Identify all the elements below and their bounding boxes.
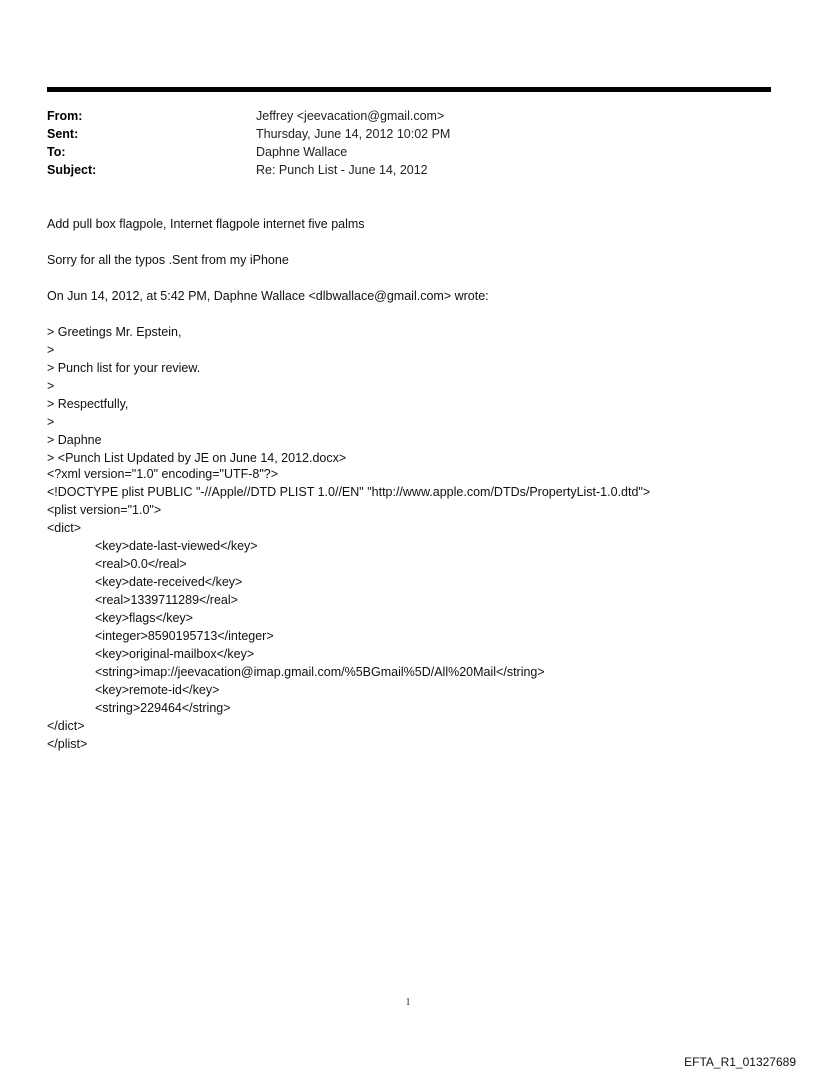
xml-doctype: <!DOCTYPE plist PUBLIC "-//Apple//DTD PLIST 1.0//EN" "http://www.apple.com/DTDs/PropertyList-1.0.dtd"> [47,485,651,499]
quoted-line: > Daphne [47,433,102,447]
from-row [47,107,747,125]
to-label: To: [47,145,66,159]
sent-row [47,125,747,143]
xml-entry: <string>imap://jeevacation@imap.gmail.com/%5BGmail%5D/All%20Mail</string> [95,665,545,679]
email-body [47,215,787,467]
to-value: Daphne Wallace [256,145,348,159]
xml-entry: <real>1339711289</real> [95,593,238,607]
xml-entry: <real>0.0</real> [95,557,187,571]
quoted-line: > Greetings Mr. Epstein, [47,325,182,339]
xml-entry: <key>remote-id</key> [95,683,220,697]
dict-open-tag: <dict> [47,521,82,535]
body-line-1: Add pull box flagpole, Internet flagpole internet five palms [47,217,365,231]
xml-entry: <integer>8590195713</integer> [95,629,274,643]
email-header [47,107,747,179]
xml-entry: <string>229464</string> [95,701,231,715]
quoted-line: > [47,379,55,393]
subject-value: Re: Punch List - June 14, 2012 [256,163,428,177]
xml-entry: <key>original-mailbox</key> [95,647,255,661]
xml-declaration: <?xml version="1.0" encoding="UTF-8"?> [47,467,279,481]
from-label: From: [47,109,83,123]
xml-entry: <key>date-last-viewed</key> [95,539,258,553]
subject-row [47,161,747,179]
from-value: Jeffrey <jeevacation@gmail.com> [256,109,445,123]
quoted-line: > [47,343,55,357]
quoted-line: > [47,415,55,429]
dict-close-tag: </dict> [47,719,85,733]
sent-value: Thursday, June 14, 2012 10:02 PM [256,127,451,141]
quoted-message [47,323,787,467]
quoted-line: > Respectfully, [47,397,129,411]
xml-entry: <key>flags</key> [95,611,193,625]
bates-number: EFTA_R1_01327689 [684,1055,796,1069]
body-line-3: On Jun 14, 2012, at 5:42 PM, Daphne Wallace <dlbwallace@gmail.com> wrote: [47,289,489,303]
subject-label: Subject: [47,163,97,177]
xml-entry: <key>date-received</key> [95,575,243,589]
body-line-2: Sorry for all the typos .Sent from my iPhone [47,253,289,267]
sent-label: Sent: [47,127,79,141]
plist-open-tag: <plist version="1.0"> [47,503,162,517]
header-divider-rule [47,87,771,92]
page-number: 1 [405,997,411,1008]
plist-xml-block [47,465,787,753]
to-row [47,143,747,161]
plist-close-tag: </plist> [47,737,88,751]
quoted-line: > Punch list for your review. [47,361,201,375]
quoted-attachment-line: > <Punch List Updated by JE on June 14, 2012.docx> [47,451,347,465]
